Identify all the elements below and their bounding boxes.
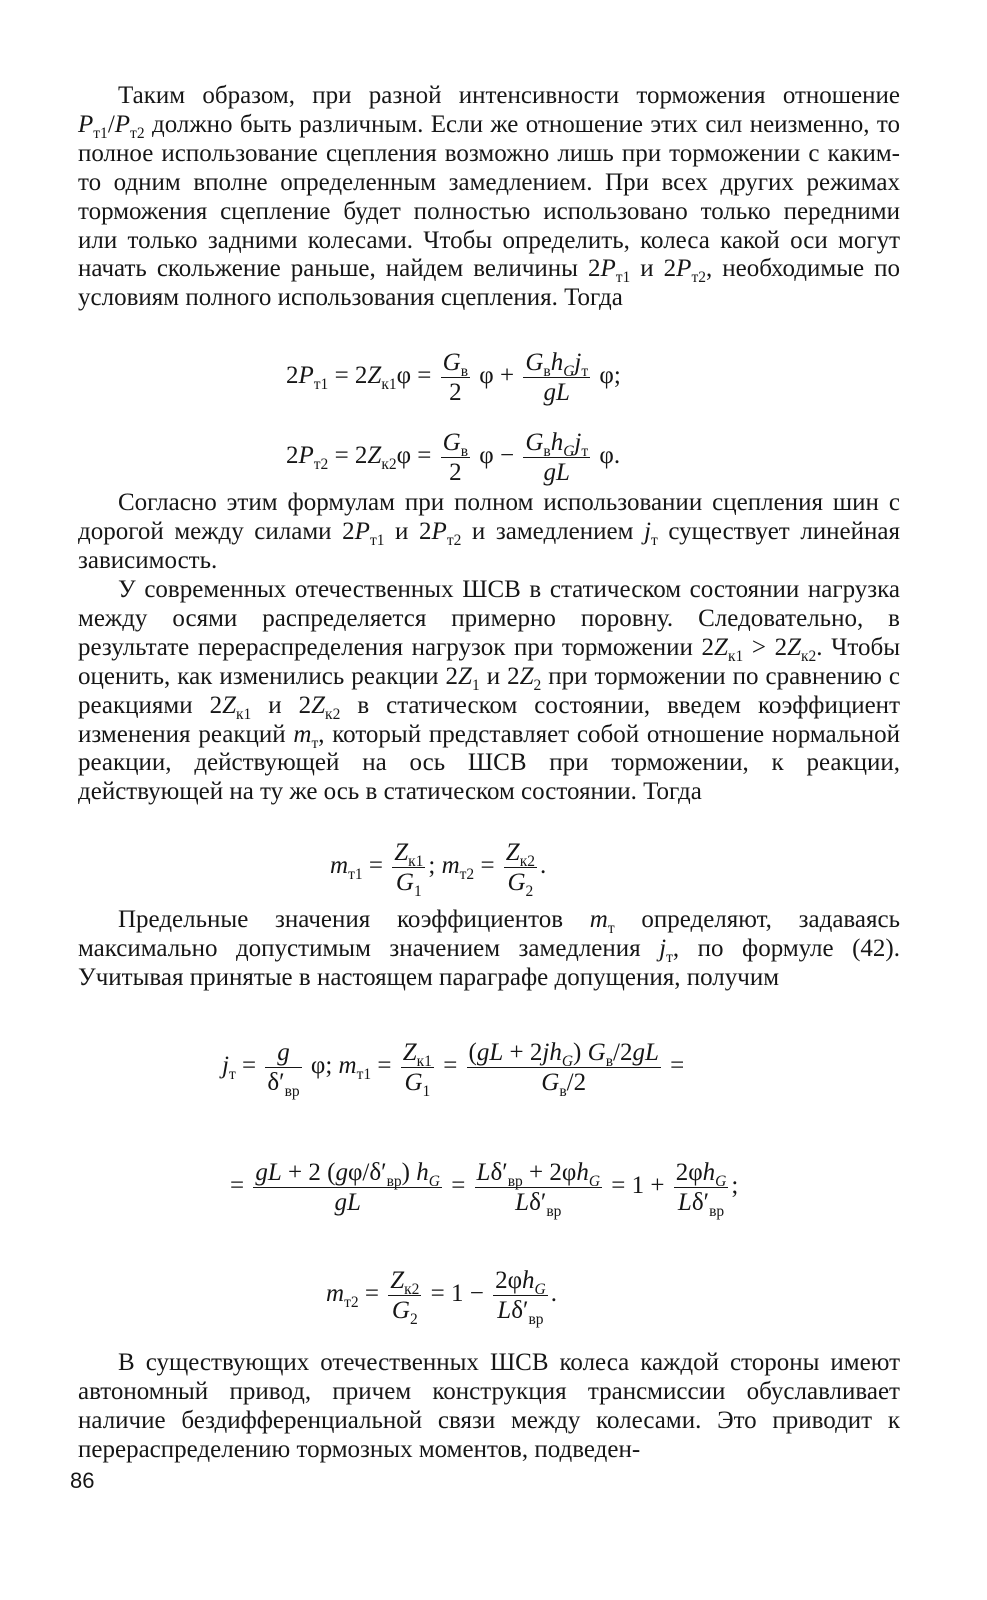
equation-mt2: $m_{т2}$ = $\frac{Z_{к2}}{G_2}$ = 1 − $\frac{2\varphi h_G}{L\delta'_{вр}}$ . (326, 1267, 557, 1328)
equation-2pt2: $2P_{т2} = 2Z_{к2}\varphi$ = $\frac{G_в}{2}$ φ − $\frac{G_вh_Gj_т}{gL}$ φ. (286, 429, 621, 486)
paragraph-2: Согласно этим формулам при полном использовании сцепления шин с дорогой между силами $2P_{т1}$ и $2P_{т2}$ и замедлением $j_т$ существует линейная зависимость. (78, 489, 901, 574)
equation-mt1-expanded: = $\frac{gL + 2 (g\varphi/\delta'_{вр}) h_G}{gL}$ = $\frac{L\delta'_{вр} + 2\varphi h_G}{L\delta'_{вр}}$ = 1 + $\frac{2\varphi h_G}{L\delta'_{вр}}$ ; (230, 1159, 739, 1220)
paragraph-1: Таким образом, при разной интенсивности торможения отношение $P_{т1}/P_{т2}$ должно быть различным. Если же отношение этих сил неизменно, то полное использование сцепления возможно лишь при торможении с каким-то одним вполне определенным замедлением. При всех других режимах торможения сцепление будет полностью использовано только передними или только задними колесами. Чтобы определить, колеса какой оси могут начать скольжение раньше, найдем величины $2P_{т1}$ и $2P_{т2}$, необходимые по условиям полного использования сцепления. Тогда (78, 82, 901, 312)
equation-2pt1: $2P_{т1} = 2Z_{к1}\varphi$ = $\frac{G_в}{2}$ φ + $\frac{G_вh_Gj_т}{gL}$ φ; (286, 349, 621, 406)
equation-jt-mt1: $j_т$ = $\frac{g}{\delta'_{вр}}$ φ; $m_{т1}$ = $\frac{Z_{к1}}{G_1}$ = $\frac{(gL + 2jh_G) G_в/2gL}{G_в/2}$ = (222, 1039, 685, 1100)
paragraph-5: В существующих отечественных ШСВ колеса каждой стороны имеют автономный привод, причем конструкция трансмиссии обуславливает наличие бездифференциальной связи между колесами. Это приводит к перераспределению тормозных моментов, подведен- (78, 1349, 900, 1463)
paragraph-4: Предельные значения коэффициентов $m_т$ определяют, задаваясь максимально допустимым значением замедления $j_т$, по формуле (42). Учитывая принятые в настоящем параграфе допущения, получим (78, 906, 900, 991)
page-number: 86 (70, 1468, 95, 1493)
paragraph-3: У современных отечественных ШСВ в статическом состоянии нагрузка между осями распределяется примерно поровну. Следовательно, в результате перераспределения нагрузок при торможении $2Z_{к1} > 2Z_{к2}$. Чтобы оценить, как изменились реакции $2Z_1$ и $2Z_2$ при торможении по сравнению с реакциями $2Z_{к1}$ и $2Z_{к2}$ в статическом состоянии, введем коэффициент изменения реакций $m_т$, который представляет собой отношение нормальной реакции, действующей на ось ШСВ при торможении, к реакции, действующей на ту же ось в статическом состоянии. Тогда (78, 576, 900, 806)
equation-mt: $m_{т1}$ = $\frac{Z_{к1}}{G_1}$ ; $m_{т2}$ = $\frac{Z_{к2}}{G_2}$ . (330, 839, 547, 900)
